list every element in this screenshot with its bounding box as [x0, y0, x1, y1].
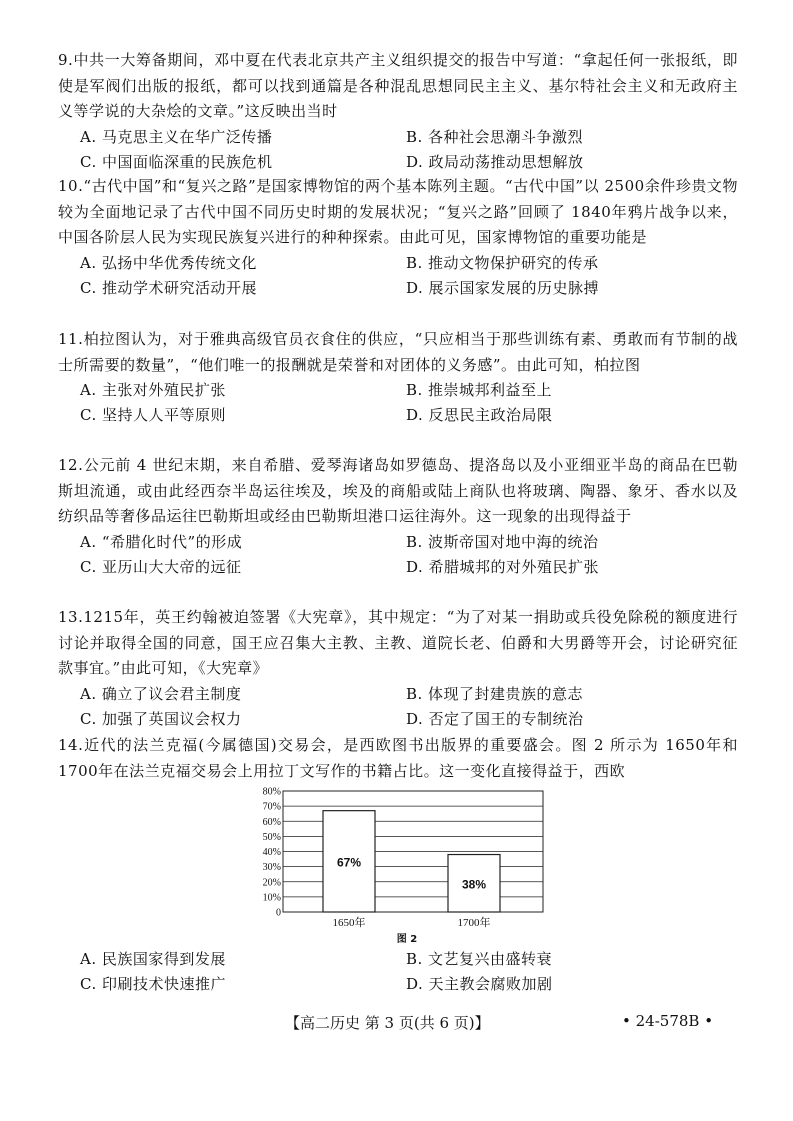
question-number: 12.: [58, 456, 84, 474]
option-c[interactable]: C. 中国面临深重的民族危机: [80, 152, 273, 171]
option-a[interactable]: A. 确立了议会君主制度: [80, 684, 242, 703]
option-a[interactable]: A. 马克思主义在华广泛传播: [80, 127, 273, 146]
option-d[interactable]: D. 否定了国王的专制统治: [406, 709, 584, 728]
question-stem: [58, 174, 738, 251]
option-b[interactable]: B. 波斯帝国对地中海的统治: [406, 532, 599, 551]
question-text: 中共一大筹备期间，邓中夏在代表北京共产主义组织提交的报告中写道：“拿起任何一张报纸，即使是军阀们出版的报纸，都可以找到通篇是各种混乱思想同民主主义、基尔特社会主义和无政府主义等学说的大杂烩的文章。”这反映出当时: [58, 51, 738, 120]
figure-caption: 图 2: [396, 934, 418, 945]
y-tick-label: 20%: [262, 877, 281, 889]
option-b[interactable]: B. 各种社会思潮斗争激烈: [406, 127, 584, 146]
question-14: [58, 733, 738, 784]
question-stem: [58, 453, 738, 530]
option-c[interactable]: C. 推动学术研究活动开展: [80, 278, 257, 297]
option-a[interactable]: A. “希腊化时代”的形成: [80, 532, 243, 551]
page-indicator: 【高二历史 第 3 页(共 6 页)】: [285, 1014, 490, 1032]
question-stem: [58, 327, 738, 378]
y-tick-label: 60%: [262, 816, 281, 828]
question-12: [58, 453, 738, 581]
option-c[interactable]: C. 印刷技术快速推广: [80, 975, 226, 993]
options: [58, 378, 738, 429]
question-stem: [58, 48, 738, 125]
bar-data-label: 67%: [336, 855, 362, 870]
y-tick-label: 30%: [262, 862, 281, 874]
y-tick-label: 10%: [262, 892, 281, 904]
question-11: [58, 327, 738, 429]
option-a[interactable]: A. 民族国家得到发展: [80, 950, 226, 968]
question-text: “古代中国”和“复兴之路”是国家博物馆的两个基本陈列主题。“古代中国”以 2500余件珍贵文物较为全面地记录了古代中国不同历史时期的发展状况；“复兴之路”回顾了 1840年鸦片战争以来，中国各阶层人民为实现民族复兴进行的种种探索。由此可见，国家博物馆的重要功能是: [58, 177, 738, 246]
question-stem: [58, 605, 738, 682]
latin-books-bar-chart: [255, 785, 545, 945]
options: [58, 947, 738, 998]
option-c[interactable]: C. 坚持人人平等原则: [80, 406, 226, 424]
x-tick-label: 1650年: [332, 917, 366, 929]
options: [58, 125, 738, 176]
option-b[interactable]: B. 推崇城邦利益至上: [406, 381, 553, 399]
option-b[interactable]: B. 文艺复兴由盛转衰: [406, 950, 553, 968]
option-d[interactable]: D. 政局动荡推动思想解放: [406, 152, 584, 171]
question-text: 柏拉图认为，对于雅典高级官员衣食住的供应，“只应相当于那些训练有素、勇敢而有节制的战士所需要的数量”，“他们唯一的报酬就是荣誉和对团体的义务感”。由此可知，柏拉图: [58, 330, 738, 374]
option-d[interactable]: D. 天主教会腐败加剧: [406, 975, 553, 993]
y-tick-label: 0: [276, 907, 281, 919]
question-number: 10.: [58, 177, 84, 195]
question-number: 9.: [58, 51, 74, 69]
question-number: 13.: [58, 608, 84, 626]
y-tick-label: 40%: [262, 847, 281, 858]
options: [58, 251, 738, 302]
question-stem: [58, 733, 738, 784]
question-number: 11.: [58, 330, 84, 348]
question-9: [58, 48, 738, 176]
y-tick-label: 50%: [262, 831, 281, 843]
y-tick-label: 80%: [262, 786, 281, 798]
bar-data-label: 38%: [461, 877, 487, 892]
options: [58, 682, 738, 733]
option-d[interactable]: D. 反思民主政治局限: [406, 406, 553, 424]
option-a[interactable]: A. 主张对外殖民扩张: [80, 381, 226, 399]
option-d[interactable]: D. 希腊城邦的对外殖民扩张: [406, 557, 600, 576]
question-10: [58, 174, 738, 302]
option-c[interactable]: C. 加强了英国议会权力: [80, 709, 242, 728]
question-text: 近代的法兰克福(今属德国)交易会，是西欧图书出版界的重要盛会。图 2 所示为 1650年和 1700年在法兰克福交易会上用拉丁文写作的书籍占比。这一变化直接得益于，西欧: [58, 736, 738, 780]
y-tick-label: 70%: [262, 801, 281, 813]
x-tick-label: 1700年: [457, 917, 491, 929]
question-number: 14.: [58, 736, 84, 754]
option-a[interactable]: A. 弘扬中华优秀传统文化: [80, 253, 257, 272]
option-d[interactable]: D. 展示国家发展的历史脉搏: [406, 278, 600, 297]
question-14-options: [58, 947, 738, 998]
question-text: 公元前 4 世纪末期，来自希腊、爱琴海诸岛如罗德岛、提洛岛以及小亚细亚半岛的商品在巴勒斯坦流通，或由此经西奈半岛运往埃及，埃及的商船或陆上商队也将玻璃、陶器、象牙、香水以及纺织品等奢侈品运往巴勒斯坦或经由巴勒斯坦港口运往海外。这一现象的出现得益于: [58, 456, 738, 525]
option-b[interactable]: B. 体现了封建贵族的意志: [406, 684, 584, 703]
exam-code: • 24-578B •: [622, 1012, 714, 1030]
options: [58, 530, 738, 581]
question-13: [58, 605, 738, 733]
option-c[interactable]: C. 亚历山大大帝的远征: [80, 557, 242, 576]
question-text: 1215年，英王约翰被迫签署《大宪章》，其中规定：“为了对某一捐助或兵役免除税的额度进行讨论并取得全国的同意，国王应召集大主教、主教、道院长老、伯爵和大男爵等开会，讨论研究征款事宜。”由此可知，《大宪章》: [58, 608, 738, 677]
option-b[interactable]: B. 推动文物保护研究的传承: [406, 253, 599, 272]
